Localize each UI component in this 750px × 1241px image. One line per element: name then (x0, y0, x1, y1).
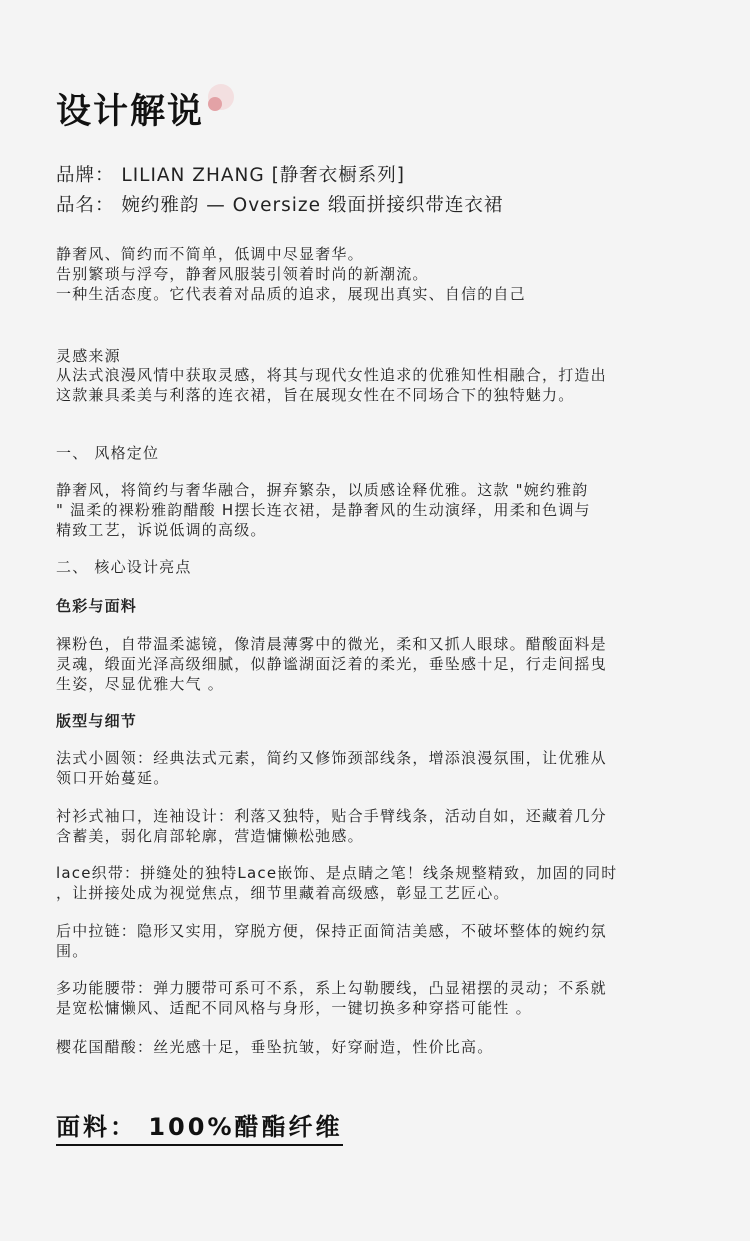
intro-line: 告别繁琐与浮夸，静奢风服装引领着时尚的新潮流。 (56, 265, 429, 283)
core-design-heading (56, 557, 701, 577)
detail-line: 是宽松慵懒风、适配不同风格与身形，一键切换多种穿搭可能性 。 (56, 999, 532, 1017)
color-fabric-paragraph (56, 634, 701, 694)
color-fabric-subheading (56, 596, 701, 616)
detail-lace-ribbon (56, 863, 701, 903)
detail-line: 领口开始蔓延。 (56, 769, 170, 787)
brand-line: 品牌： LILIAN ZHANG [静奢衣橱系列] (56, 165, 406, 186)
inspiration-line: 这款兼具柔美与利落的连衣裙，旨在展现女性在不同场合下的独特魅力。 (56, 386, 575, 404)
style-line: 静奢风，将简约与奢华融合，摒弃繁杂，以质感诠释优雅。这款 "婉约雅韵 (56, 481, 589, 499)
pink-dot-decoration (208, 97, 222, 111)
color-line: 裸粉色，自带温柔滤镜，像清晨薄雾中的微光，柔和又抓人眼球。醋酸面料是 (56, 635, 607, 653)
detail-zipper (56, 921, 701, 961)
page-title: 设计解说 (56, 92, 205, 132)
product-name-line: 品名： 婉约雅韵 — Oversize 缎面拼接织带连衣裙 (56, 195, 504, 216)
subheading-text: 色彩与面料 (56, 597, 138, 615)
detail-line: 多功能腰带：弹力腰带可系可不系，系上勾勒腰线，凸显裙摆的灵动；不系就 (56, 979, 607, 997)
intro-line: 一种生活态度。它代表着对品质的追求，展现出真实、自信的自己 (56, 285, 526, 303)
detail-line: 法式小圆领：经典法式元素，简约又修饰颈部线条，增添浪漫氛围，让优雅从 (56, 749, 607, 767)
detail-line: 樱花国醋酸：丝光感十足，垂坠抗皱，好穿耐造，性价比高。 (56, 1038, 494, 1056)
detail-line: ，让拼接处成为视觉焦点，细节里藏着高级感，彰显工艺匠心。 (56, 884, 510, 902)
detail-line: 后中拉链：隐形又实用，穿脱方便，保持正面简洁美感，不破坏整体的婉约氛 (56, 922, 607, 940)
inspiration-heading-text: 灵感来源 (56, 347, 121, 365)
subheading-text: 版型与细节 (56, 712, 138, 730)
style-positioning-heading (56, 443, 701, 463)
style-line: " 温柔的裸粉雅韵醋酸 H摆长连衣裙，是静奢风的生动演绎，用柔和色调与 (56, 501, 591, 519)
intro-paragraph (56, 244, 701, 304)
detail-line: 衬衫式袖口，连袖设计：利落又独特，贴合手臂线条，活动自如，还藏着几分 (56, 807, 607, 825)
detail-acetate (56, 1037, 701, 1057)
fabric-composition: 面料： 100%醋酯纤维 (56, 1107, 343, 1146)
inspiration-heading (56, 346, 701, 366)
color-line: 生姿，尽显优雅大气 。 (56, 675, 224, 693)
inspiration-paragraph (56, 365, 701, 405)
section-heading-text: 二、 核心设计亮点 (56, 558, 192, 576)
style-line: 精致工艺，诉说低调的高级。 (56, 521, 267, 539)
detail-collar (56, 748, 701, 788)
detail-line: lace织带：拼缝处的独特Lace嵌饰、是点睛之笔！线条规整精致，加固的同时 (56, 864, 618, 882)
detail-line: 含蓄美，弱化肩部轮廓，营造慵懒松弛感。 (56, 827, 364, 845)
title-area (56, 84, 204, 134)
style-positioning-paragraph (56, 480, 701, 540)
intro-line: 静奢风、简约而不简单，低调中尽显奢华。 (56, 245, 364, 263)
detail-belt (56, 978, 701, 1018)
detail-cuff (56, 806, 701, 846)
detail-line: 围。 (56, 942, 89, 960)
inspiration-line: 从法式浪漫风情中获取灵感，将其与现代女性追求的优雅知性相融合，打造出 (56, 366, 607, 384)
shape-detail-subheading (56, 711, 701, 731)
section-heading-text: 一、 风格定位 (56, 444, 160, 462)
color-line: 灵魂，缎面光泽高级细腻，似静谧湖面泛着的柔光，垂坠感十足，行走间摇曳 (56, 655, 607, 673)
